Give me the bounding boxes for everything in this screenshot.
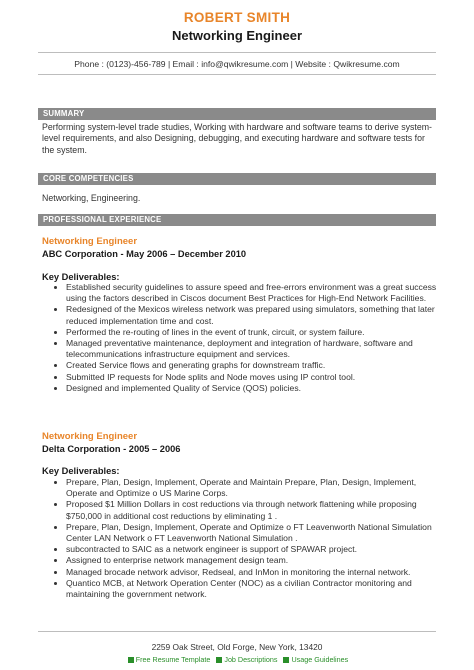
free-resume-template-link[interactable]: Free Resume Template <box>135 655 211 664</box>
list-item: • Prepare, Plan, Design, Implement, Operate and Optimize o FT Leavenworth National Simulation Center LAN Network o FT Leavenworth National Simulation . <box>66 522 442 544</box>
job-1-bullets <box>54 282 442 394</box>
list-item: • Designed and implemented Quality of Service (QOS) policies. <box>66 383 442 394</box>
list-item: • Quantico MCB, at Network Operation Center (NOC) as a civilian Contractor monitoring and maintaining the government network. <box>66 578 442 600</box>
candidate-name: ROBERT SMITH <box>183 10 291 25</box>
job-descriptions-link[interactable]: Job Descriptions <box>224 655 278 664</box>
usage-guidelines-link[interactable]: Usage Guidelines <box>291 655 349 664</box>
list-item: • Managed preventative maintenance, deployment and integration of hardware, software and telecommunications infrastructure equipment and services. <box>66 338 442 360</box>
section-experience-heading: PROFESSIONAL EXPERIENCE <box>38 214 436 226</box>
footer-credits <box>0 655 474 664</box>
list-item: • Proposed $1 Million Dollars in cost reductions via through network flattening while proposing $750,000 in additional cost reductions by eliminating 1 . <box>66 499 442 521</box>
job-2-company: Delta Corporation - 2005 – 2006 <box>42 444 181 454</box>
job-2-role: Networking Engineer <box>42 431 138 442</box>
guidelines-icon <box>283 657 289 663</box>
job-2-deliverables-label: Key Deliverables: <box>42 466 120 476</box>
job-1-deliverables-label: Key Deliverables: <box>42 272 120 282</box>
list-item: • Submitted IP requests for Node splits and Node moves using IP control tool. <box>66 372 442 383</box>
list-item: • subcontracted to SAIC as a network engineer is support of SPAWAR project. <box>66 544 442 555</box>
contact-divider <box>38 74 436 75</box>
section-competencies-heading: CORE COMPETENCIES <box>38 173 436 185</box>
header-divider <box>38 52 436 53</box>
competencies-text: Networking, Engineering. <box>42 193 141 203</box>
template-icon <box>128 657 134 663</box>
contact-line: Phone : (0123)-456-789 | Email : info@qwikresume.com | Website : Qwikresume.com <box>74 59 400 69</box>
job-1-role: Networking Engineer <box>42 236 138 247</box>
candidate-title: Networking Engineer <box>171 28 303 43</box>
list-item: • Established security guidelines to assure speed and free-errors environment was a great success using the factors described in Ciscos document Best Practices for High-End Network Facilities. <box>66 282 442 304</box>
list-item: • Performed the re-routing of lines in the event of trunk, circuit, or system failure. <box>66 327 442 338</box>
list-item: • Created Service flows and generating graphs for downstream traffic. <box>66 360 442 371</box>
section-summary-heading: SUMMARY <box>38 108 436 120</box>
footer-divider <box>38 631 436 632</box>
job-1-company: ABC Corporation - May 2006 – December 2010 <box>42 249 247 259</box>
list-item: • Assigned to enterprise network management design team. <box>66 555 442 566</box>
list-item: • Prepare, Plan, Design, Implement, Operate and Maintain Prepare, Plan, Design, Implement, Operate and Optimize o US Marine Corps. <box>66 477 442 499</box>
summary-text: Performing system-level trade studies, Working with hardware and software teams to derive system-level requirements, and also Designing, debugging, and executing hardware and software tests for the system. <box>42 122 432 155</box>
footer-address: 2259 Oak Street, Old Forge, New York, 13420 <box>151 642 323 652</box>
list-item: • Managed brocade network advisor, Redseal, and InMon in monitoring the internal network. <box>66 567 442 578</box>
document-icon <box>216 657 222 663</box>
list-item: • Redesigned of the Mexicos wireless network was prepared using simulators, something that later reduced implementation time and cost. <box>66 304 442 326</box>
job-2-bullets <box>54 477 442 600</box>
